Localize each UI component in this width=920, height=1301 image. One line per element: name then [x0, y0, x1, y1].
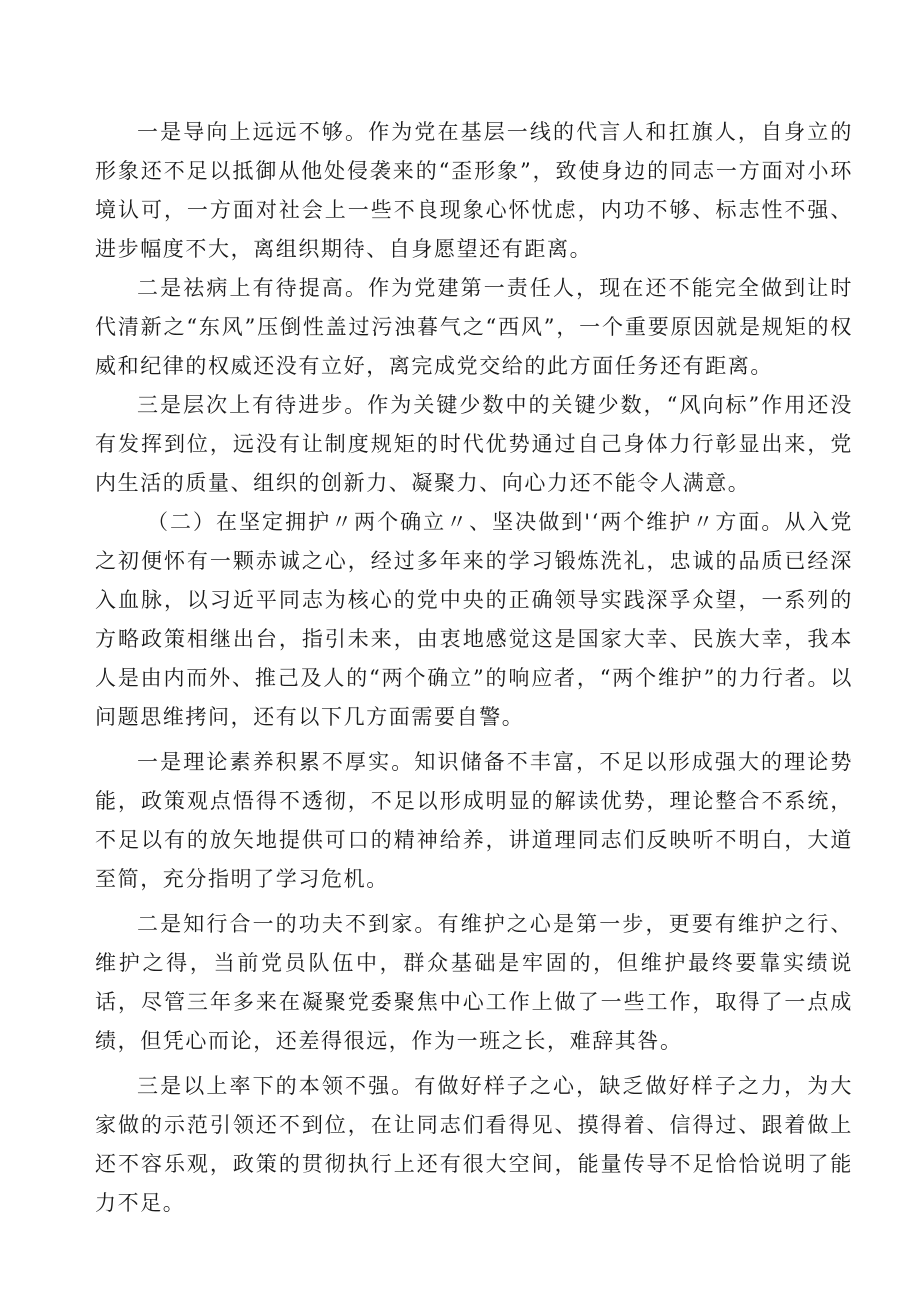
- paragraph-orientation: 一是导向上远远不够。作为党在基层一线的代言人和扛旗人，自身立的形象还不足以抵御从他处侵袭来的“歪形象”，致使身边的同志一方面对小环境认可，一方面对社会上一些不良现象心怀忧虑，内功不够、标志性不强、进步幅度不大，离组织期待、自身愿望还有距离。: [95, 120, 853, 261]
- document-body: [95, 113, 853, 1223]
- paragraph-theory: 一是理论素养积累不厚实。知识储备不丰富，不足以形成强大的理论势能，政策观点悟得不透彻，不足以形成明显的解读优势，理论整合不系统，不足以有的放矢地提供可口的精神给养，讲道理同志们反映听不明白，大道至简，充分指明了学习危机。: [95, 750, 853, 891]
- paragraph-level: 三是层次上有待进步。作为关键少数中的关键少数，“风向标”作用还没有发挥到位，远没有让制度规矩的时代优势通过自己身体力行彰显出来，党内生活的质量、组织的创新力、凝聚力、向心力还不能令人满意。: [95, 393, 853, 495]
- paragraph-leading-example: 三是以上率下的本领不强。有做好样子之心，缺乏做好样子之力，为大家做的示范引领还不到位，在让同志们看得见、摸得着、信得过、跟着做上还不容乐观，政策的贯彻执行上还有很大空间，能量传导不足恰恰说明了能力不足。: [95, 1074, 853, 1215]
- paragraph-cure-illness: 二是祛病上有待提高。作为党建第一责任人，现在还不能完全做到让时代清新之“东风”压倒性盖过污浊暮气之“西风”，一个重要原因就是规矩的权威和纪律的权威还没有立好，离完成党交给的此方面任务还有距离。: [95, 276, 853, 378]
- paragraph-knowledge-action: 二是知行合一的功夫不到家。有维护之心是第一步，更要有维护之行、维护之得，当前党员队伍中，群众基础是牢固的，但维护最终要靠实绩说话，尽管三年多来在凝聚党委聚焦中心工作上做了一些工作，取得了一点成绩，但凭心而论，还差得很远，作为一班之长，难辞其咎。: [95, 912, 853, 1053]
- paragraph-section-two: （二）在坚定拥护〃两个确立〃、坚决做到'‘两个维护〃方面。从入党之初便怀有一颗赤诚之心，经过多年来的学习锻炼洗礼，忠诚的品质已经深入血脉，以习近平同志为核心的党中央的正确领导实践深孚众望，一系列的方略政策相继出台，指引未来，由衷地感觉这是国家大幸、民族大幸，我本人是由内而外、推己及人的“两个确立”的响应者，“两个维护”的力行者。以问题思维拷问，还有以下几方面需要自警。: [95, 510, 853, 729]
